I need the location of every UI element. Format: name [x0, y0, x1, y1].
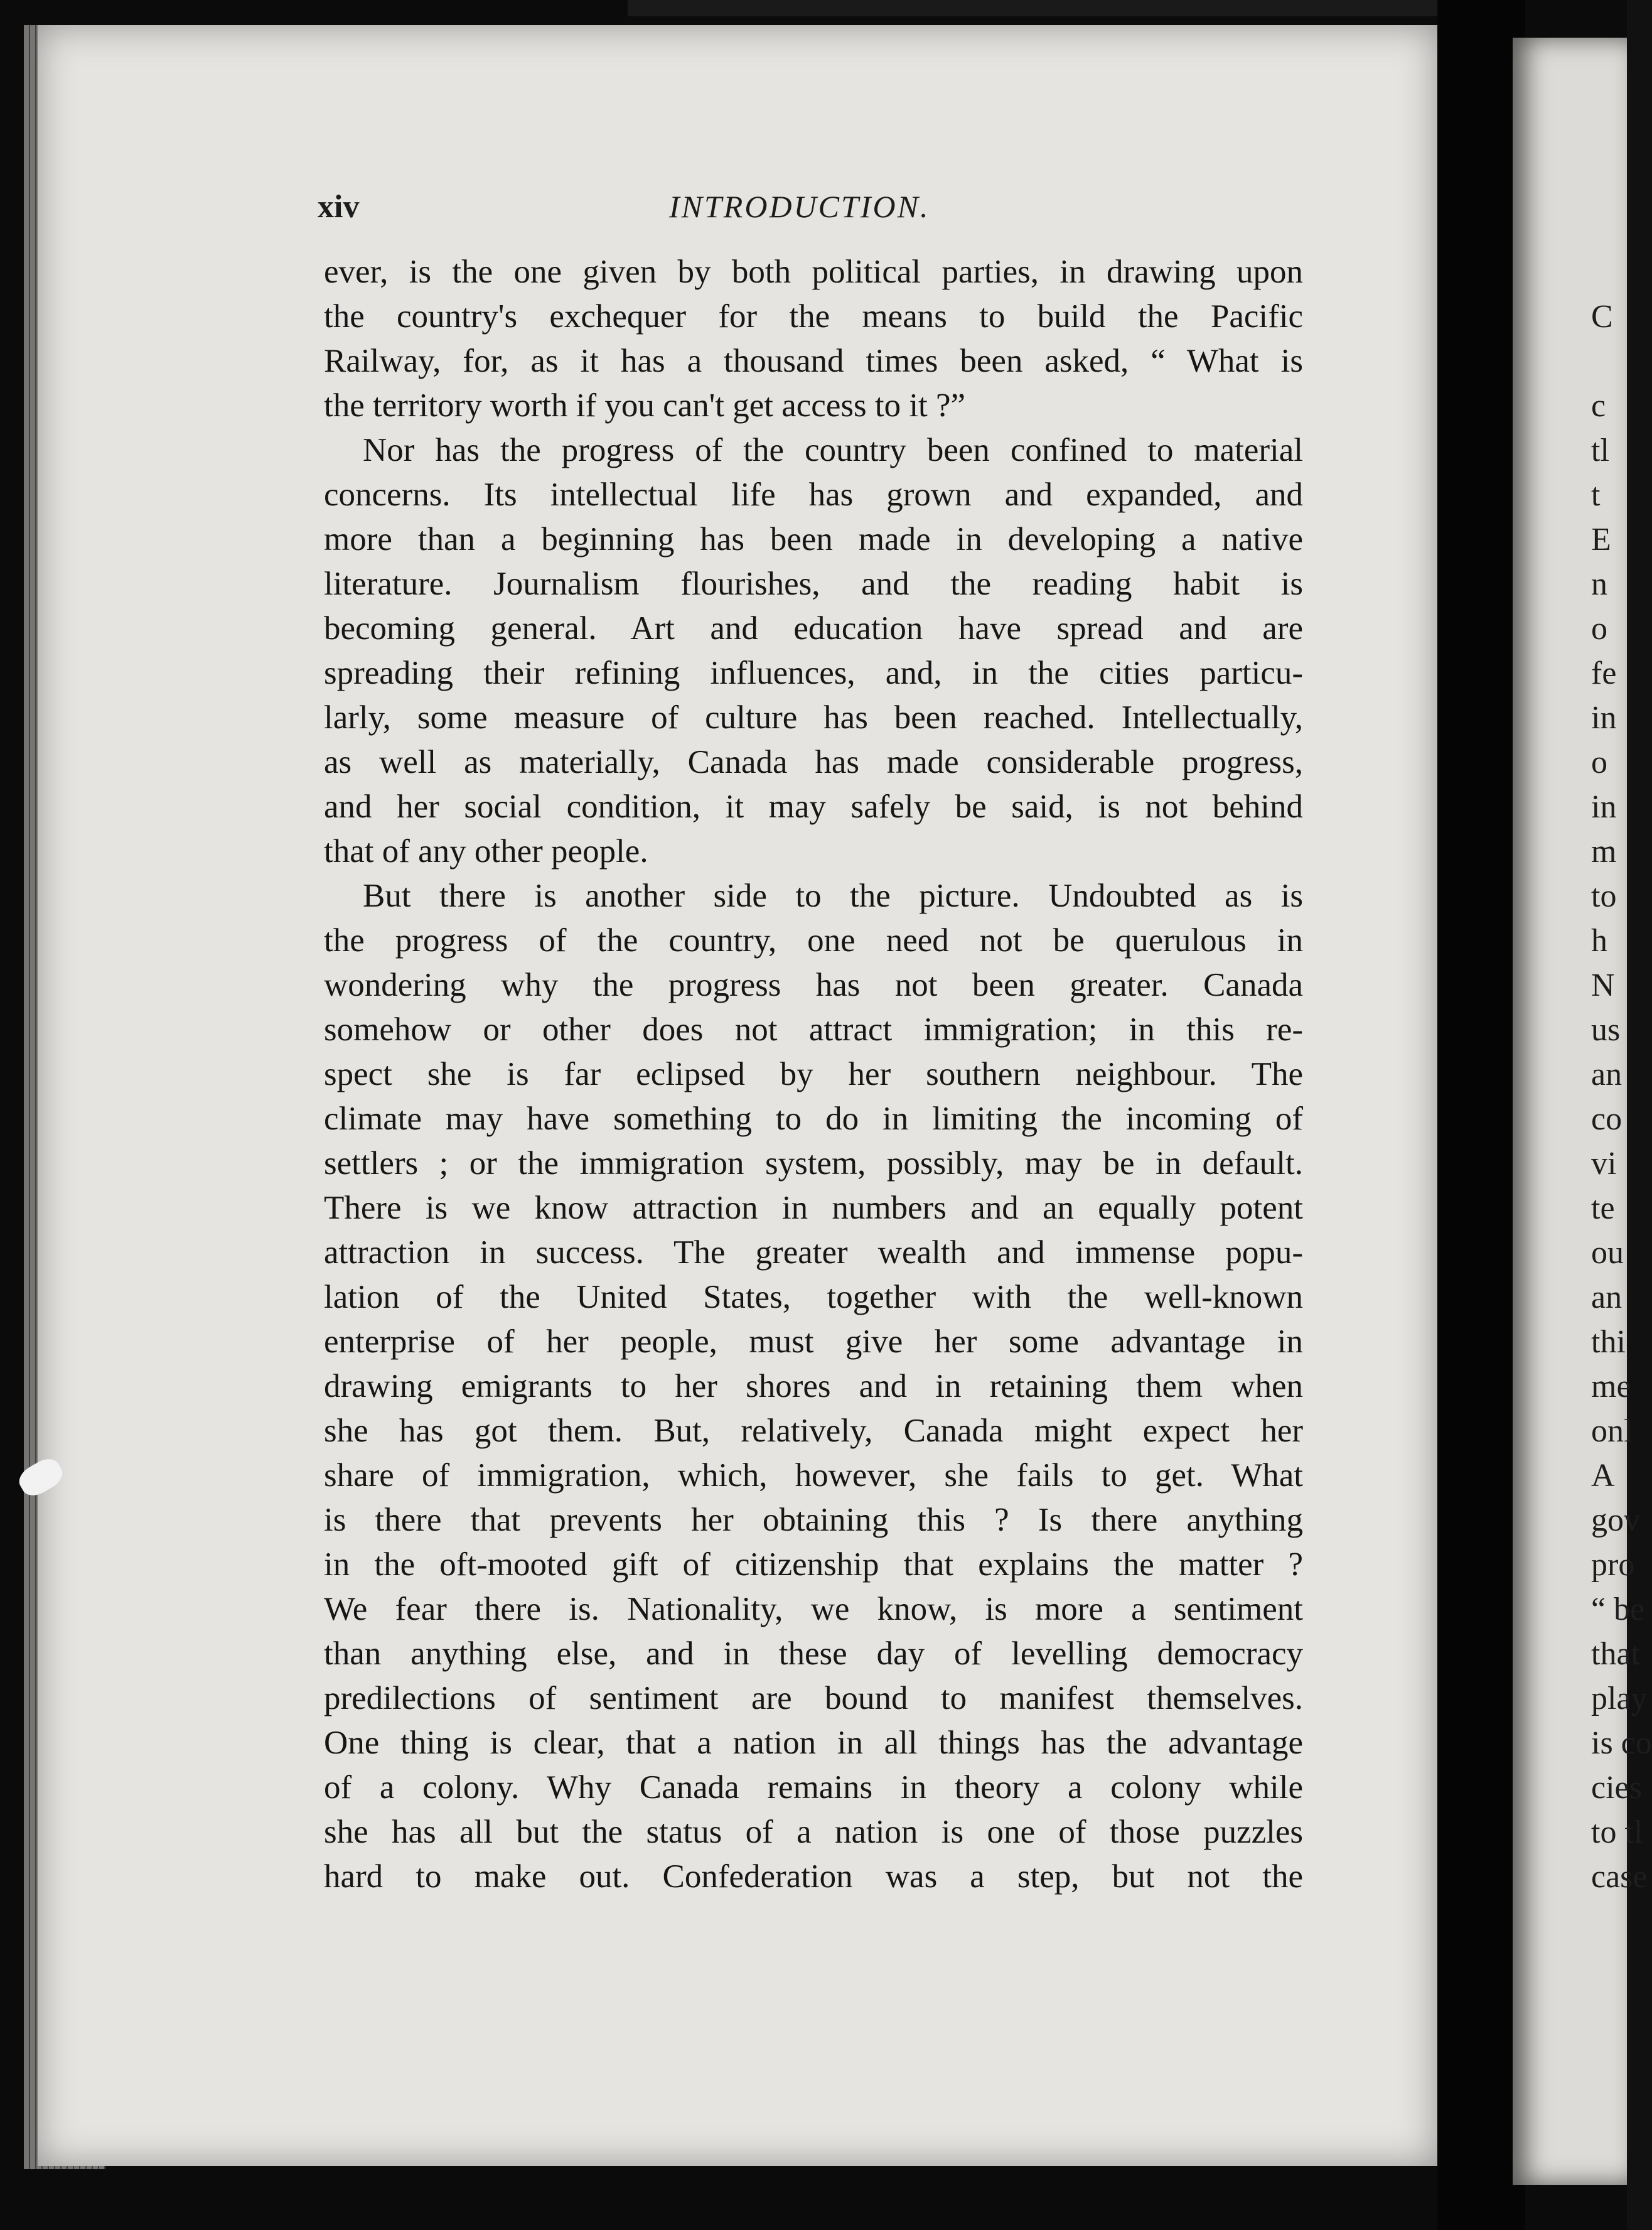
text-line: Railway, for, as it has a thousand times been asked, “ What is: [324, 343, 1303, 379]
body-text: [324, 250, 1303, 1899]
facing-page-fragment: pro: [1591, 1547, 1635, 1583]
text-line: as well as materially, Canada has made considerable progress,: [324, 744, 1303, 780]
facing-page-fragment: t: [1591, 477, 1601, 513]
facing-page-text: [1591, 250, 1652, 1899]
facing-page-fragment: [1591, 339, 1629, 384]
text-line: becoming general. Art and education have spread and are: [324, 610, 1303, 647]
page-number: xiv: [318, 189, 360, 225]
facing-page-fragment: o: [1591, 745, 1607, 780]
facing-page-fragment: n: [1591, 566, 1607, 602]
text-line: the progress of the country, one need not be querulous in: [324, 922, 1303, 959]
text-line: spect she is far eclipsed by her southern neighbour. The: [324, 1056, 1303, 1092]
facing-page-fragment: us: [1591, 1012, 1621, 1048]
text-line: attraction in success. The greater wealth and immense popu-: [324, 1234, 1303, 1271]
text-line: more than a beginning has been made in developing a native: [324, 521, 1303, 558]
text-line: enterprise of her people, must give her some advantage in: [324, 1323, 1303, 1360]
facing-page-fragment: o: [1591, 611, 1607, 647]
facing-page-fragment: ou: [1591, 1235, 1624, 1271]
text-line: hard to make out. Confederation was a step, but not the: [324, 1858, 1303, 1895]
text-line: in the oft-mooted gift of citizenship that explains the matter ?: [324, 1546, 1303, 1583]
facing-page-fragment: is co: [1591, 1725, 1652, 1761]
text-line: is there that prevents her obtaining this ? Is there anything: [324, 1502, 1303, 1538]
text-line: drawing emigrants to her shores and in retaining them when: [324, 1368, 1303, 1404]
text-line: she has all but the status of a nation is one of those puzzles: [324, 1814, 1303, 1850]
facing-page-fragment: te: [1591, 1190, 1615, 1226]
facing-page-fragment: case: [1591, 1859, 1648, 1895]
facing-page-fragment: tl: [1591, 433, 1609, 468]
text-line: the territory worth if you can't get access to it ?”: [324, 387, 966, 424]
book-gutter: [1437, 0, 1525, 2230]
text-line: that of any other people.: [324, 833, 648, 870]
facing-page-fragment: in: [1591, 789, 1617, 825]
facing-page-fragment: gov: [1591, 1502, 1640, 1538]
facing-page-fragment: A: [1591, 1458, 1615, 1494]
running-head: INTRODUCTION.: [669, 189, 930, 224]
text-line: of a colony. Why Canada remains in theory a colony while: [324, 1769, 1303, 1806]
facing-page-fragment: thi: [1591, 1324, 1626, 1360]
text-line: We fear there is. Nationality, we know, is more a sentiment: [324, 1591, 1303, 1627]
scan-top-edge: [628, 0, 1444, 16]
facing-page-fragment: cies: [1591, 1770, 1642, 1806]
facing-page-fragment: an: [1591, 1057, 1622, 1092]
text-line: than anything else, and in these day of levelling democracy: [324, 1635, 1303, 1672]
facing-page-fragment: [1591, 250, 1629, 294]
text-line: wondering why the progress has not been greater. Canada: [324, 967, 1303, 1003]
text-line: There is we know attraction in numbers and an equally potent: [324, 1190, 1303, 1226]
text-line: Nor has the progress of the country been confined to material: [363, 432, 1303, 468]
facing-page-fragment: to: [1591, 878, 1617, 914]
facing-page-fragment: play: [1591, 1681, 1648, 1716]
text-line: literature. Journalism flourishes, and the reading habit is: [324, 566, 1303, 602]
text-line: concerns. Its intellectual life has grown and expanded, and: [324, 477, 1303, 513]
facing-page-fragment: c: [1591, 388, 1606, 424]
text-line: But there is another side to the picture. Undoubted as is: [363, 878, 1303, 914]
facing-page-fragment: onl: [1591, 1413, 1633, 1449]
facing-page-fragment: m: [1591, 834, 1617, 870]
text-line: lation of the United States, together with the well-known: [324, 1279, 1303, 1315]
facing-page-fragment: that: [1591, 1636, 1640, 1672]
facing-page-fragment: to tl: [1591, 1814, 1643, 1850]
text-line: spreading their refining influences, and, in the cities particu-: [324, 655, 1303, 691]
facing-page-fragment: vi: [1591, 1146, 1617, 1182]
facing-page-fragment: “ be: [1591, 1592, 1645, 1627]
text-line: share of immigration, which, however, she fails to get. What: [324, 1457, 1303, 1494]
facing-page-fragment: h: [1591, 923, 1607, 959]
text-line: predilections of sentiment are bound to manifest themselves.: [324, 1680, 1303, 1716]
text-line: the country's exchequer for the means to build the Pacific: [324, 298, 1303, 335]
text-line: and her social condition, it may safely be said, is not behind: [324, 789, 1303, 825]
text-line: climate may have something to do in limiting the incoming of: [324, 1101, 1303, 1137]
facing-page-fragment: N: [1591, 967, 1615, 1003]
facing-page-fragment: fe: [1591, 655, 1617, 691]
page-header: [318, 182, 1290, 226]
facing-page-fragment: C: [1591, 299, 1613, 335]
facing-page-fragment: in: [1591, 700, 1617, 736]
facing-page-fragment: an: [1591, 1279, 1622, 1315]
facing-page-fragment: co: [1591, 1101, 1622, 1137]
text-line: larly, some measure of culture has been reached. Intellectually,: [324, 699, 1303, 736]
text-line: One thing is clear, that a nation in all things has the advantage: [324, 1725, 1303, 1761]
facing-page-fragment: me: [1591, 1369, 1631, 1404]
facing-page-fragment: E: [1591, 522, 1611, 558]
text-line: she has got them. But, relatively, Canada might expect her: [324, 1413, 1303, 1449]
text-line: ever, is the one given by both political parties, in drawing upon: [324, 254, 1303, 290]
text-line: somehow or other does not attract immigration; in this re-: [324, 1011, 1303, 1048]
text-line: settlers ; or the immigration system, possibly, may be in default.: [324, 1145, 1303, 1182]
